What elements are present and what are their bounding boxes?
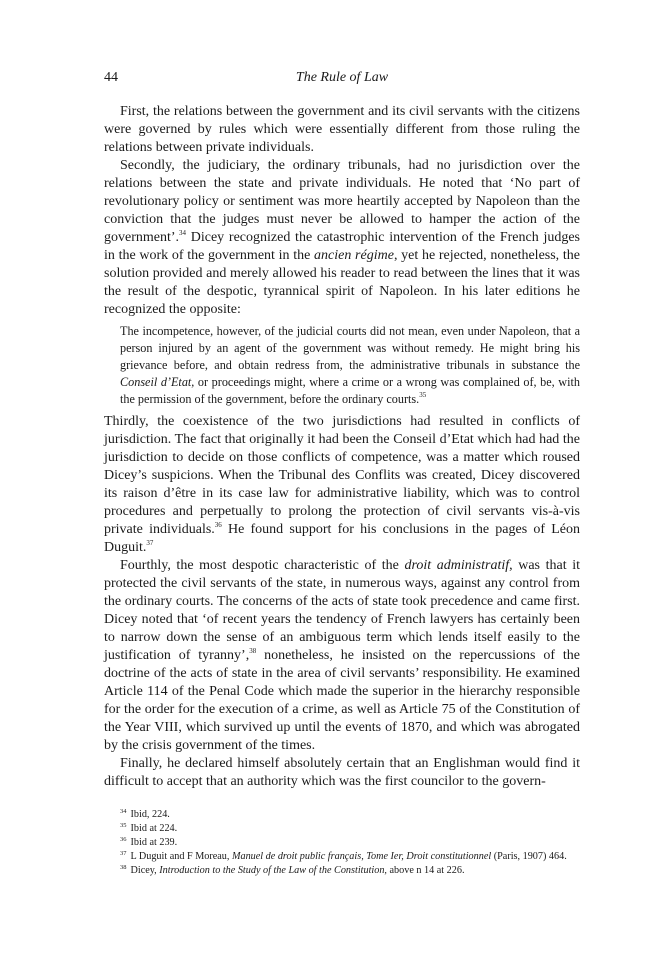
footnote-number: 37 xyxy=(120,850,127,857)
page-number: 44 xyxy=(104,70,118,85)
footnote-number: 34 xyxy=(120,808,127,815)
footnote-ref-38: 38 xyxy=(249,647,257,655)
italic-term: Conseil d’Etat, xyxy=(120,375,195,389)
paragraph-thirdly: Thirdly, the coexistence of the two jurisdictions had resulted in conflicts of jurisdiction. The fact that originally it had been the Conseil d’Etat which had had the jurisdiction to decide on those conflicts of competence, was a matter which roused Dicey’s suspicions. When the Tribunal des Conflits was created, Dicey discovered its raison d’être in its case law for administrative liability, which was to control procedures and perpetually to prolong the protection of civil servants vis-à-vis private individuals.$^{36}$ He found support for his conclusions in the pages of Léon Duguit.$^{37}$ xyxy=(104,414,580,555)
running-head xyxy=(104,70,580,88)
paragraph-first: First, the relations between the government and its civil servants with the citizens were governed by rules which were essentially different from those ruling the relations between private individuals. xyxy=(104,104,580,155)
italic-term: droit administratif xyxy=(404,558,510,573)
paragraph-fourthly: Fourthly, the most despotic characteristic of the droit administratif, was that it protected the civil servants of the state, in numerous ways, against any control from the ordinary courts. The concerns of the acts of state took precedence and came first. Dicey noted that ‘of recent years the tendency of French lawyers has certainly been to narrow down the sense of an ambiguous term which lends itself easily to the justification of tyranny’,$^{38}$ nonetheless, he insisted on the repercussions of the doctrine of the acts of state in the area of civil servants’ responsibility. He examined Article 114 of the Penal Code which made the superior in the hierarchy responsible for the order for the execution of a crime, as well as Article 75 of the Constitution of the Year VIII, which survived up until the events of 1870, and which was abrogated by the crisis government of the times. xyxy=(104,558,580,753)
body-text xyxy=(104,103,580,791)
footnote: $^{36}$ Ibid at 239. xyxy=(120,836,178,848)
footnote-ref-35: 35 xyxy=(419,391,427,399)
footnote: $^{38}$ Dicey, Introduction to the Study of the Law of the Constitution, above n 14 at 226. xyxy=(120,864,465,876)
paragraph-finally: Finally, he declared himself absolutely certain that an Englishman would find it difficult to accept that an authority which was the first councilor to the govern- xyxy=(104,756,580,789)
footnote: $^{35}$ Ibid at 224. xyxy=(120,822,178,834)
footnote-number: 35 xyxy=(120,822,127,829)
footnote-ref-34: 34 xyxy=(179,229,187,237)
footnote: $^{34}$ Ibid, 224. xyxy=(120,808,170,820)
italic-term: ancien régime xyxy=(314,248,394,263)
footnotes xyxy=(104,808,580,878)
footnote-ref-36: 36 xyxy=(214,521,222,529)
footnote-ref-37: 37 xyxy=(146,539,154,547)
footnote-number: 38 xyxy=(120,864,127,871)
footnote: $^{37}$ L Duguit and F Moreau, Manuel de droit public français, Tome Ier, Droit constitutionnel (Paris, 1907) 464. xyxy=(120,850,567,862)
footnote-number: 36 xyxy=(120,836,127,843)
running-title: The Rule of Law xyxy=(295,70,389,85)
italic-title: Introduction to the Study of the Law of the Constitution, xyxy=(159,865,387,876)
paragraph-secondly: Secondly, the judiciary, the ordinary tribunals, had no jurisdiction over the relations between the state and private individuals. He noted that ‘No part of revolutionary policy or sentiment was more heartily accepted by Napoleon than the conviction that the judges must never be allowed to hamper the action of the government’.$^{34}$ Dicey recognized the catastrophic intervention of the French judges in the work of the government in the ancien régime, yet he rejected, nonetheless, the solution provided and merely allowed his reader to read between the lines that it was the result of the despotic, tyrannical spirit of Napoleon. In his later editions he recognized the opposite: xyxy=(104,158,580,317)
italic-title: Manuel de droit public français, Tome Ier, Droit constitutionnel xyxy=(231,851,492,862)
block-quote: The incompetence, however, of the judicial courts did not mean, even under Napoleon, that a person injured by an agent of the government was without remedy. He might bring his grievance before, and obtain redress from, the administrative tribunals in substance the Conseil d’Etat, or proceedings might, where a crime or a wrong was complained of, be, with the permission of the government, before the ordinary courts.$^{35}$ xyxy=(120,324,580,406)
